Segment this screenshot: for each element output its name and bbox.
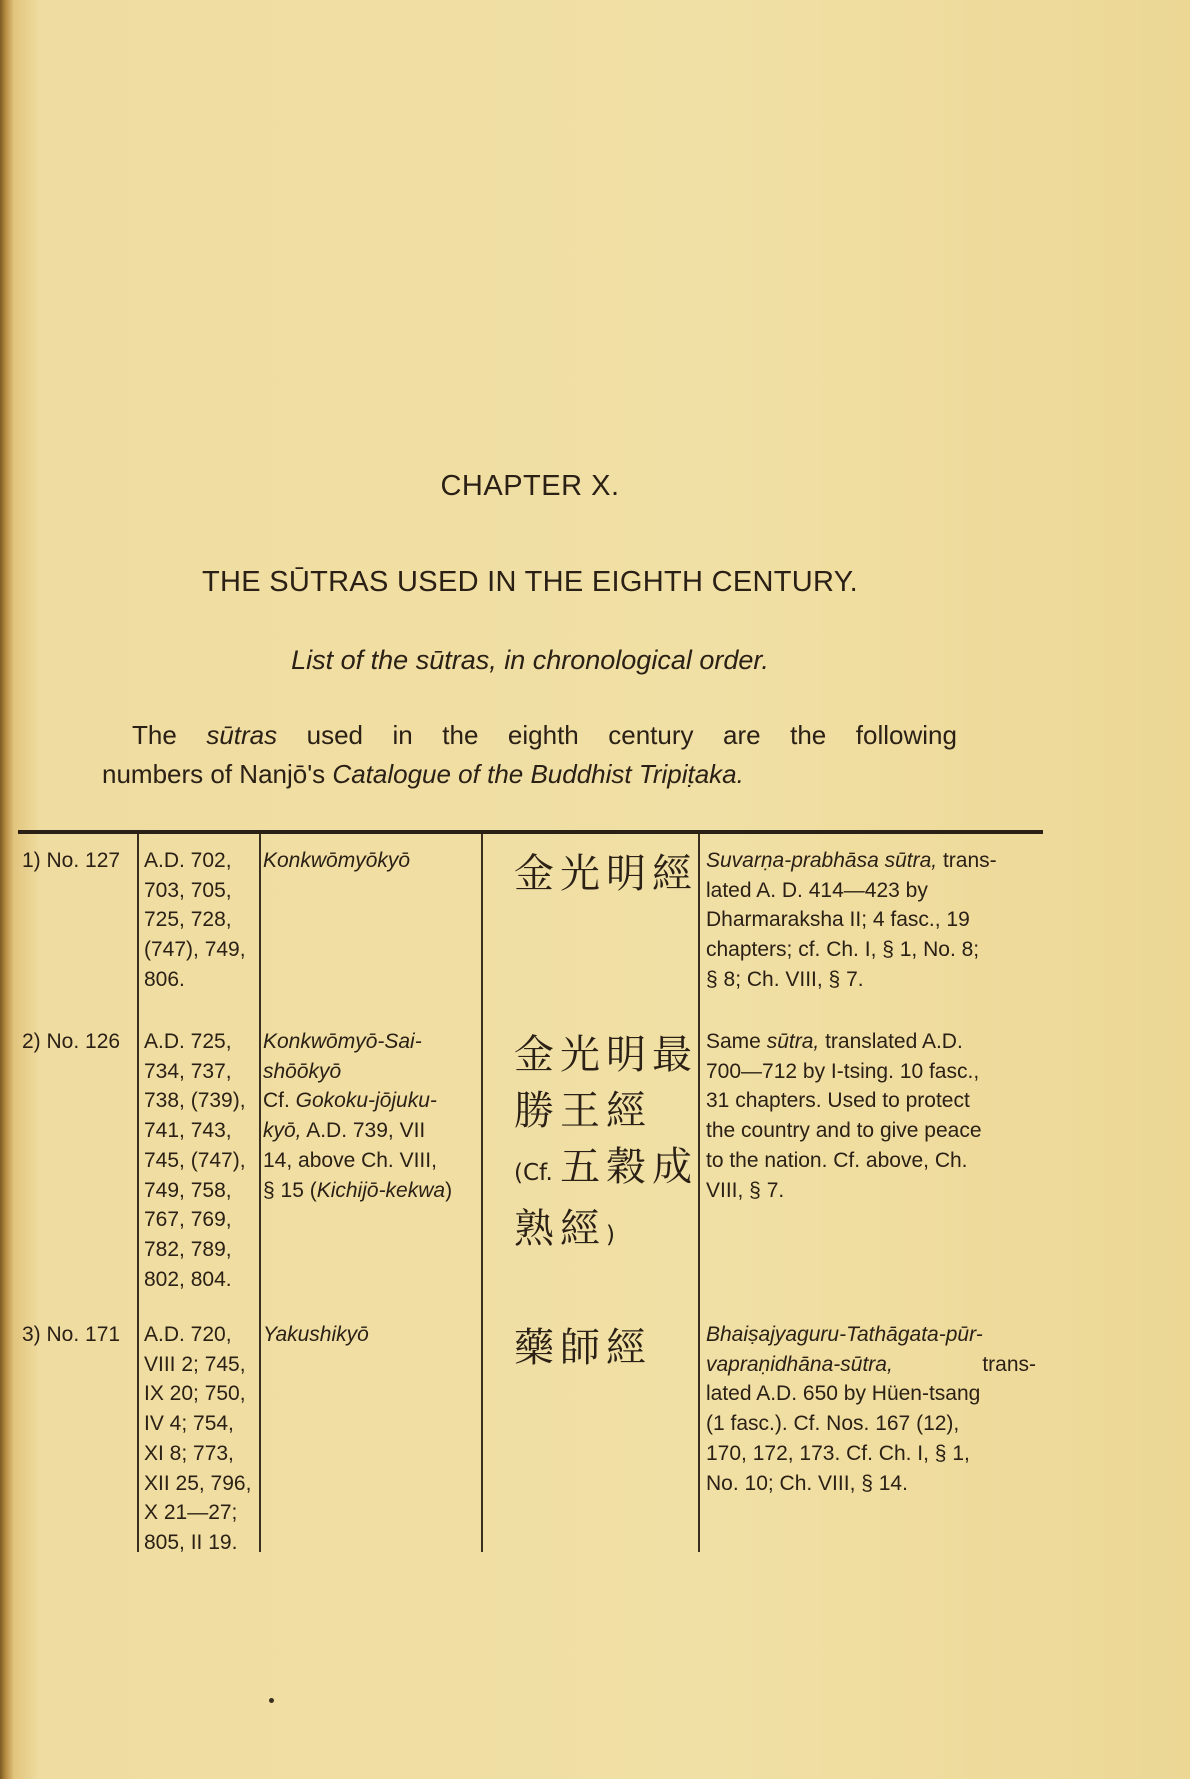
entry-description: [706, 1320, 1036, 1498]
chinese-title: [494, 1027, 714, 1263]
date-line: 703, 705,: [144, 878, 232, 902]
date-line: IX 20; 750,: [144, 1382, 246, 1406]
intro-word: in: [392, 720, 413, 750]
date-line: A.D. 702,: [144, 849, 232, 872]
intro-word: eighth: [507, 720, 579, 750]
date-line: (747), 749,: [144, 938, 246, 962]
page-speck: [269, 1698, 274, 1703]
entry-number: 2) No. 126: [22, 1030, 121, 1053]
title-text: Cf.: [263, 1089, 296, 1113]
date-line: 734, 737,: [144, 1059, 232, 1083]
desc-line: Dharmaraksha II; 4 fasc., 19: [706, 908, 970, 932]
intro-line-2: [102, 755, 957, 794]
desc-line: lated A.D. 650 by Hüen-tsang: [706, 1382, 981, 1406]
sutra-table: [18, 834, 1043, 1556]
date-line: 741, 743,: [144, 1119, 232, 1143]
column-divider: [137, 834, 139, 1552]
title-text: Gokoku-jōjuku-: [295, 1089, 437, 1113]
desc-line: to the nation. Cf. above, Ch.: [706, 1148, 968, 1172]
intro-line-1: [102, 716, 957, 755]
sanskrit-title: Suvarṇa-prabhāsa sūtra,: [706, 849, 938, 872]
title-text: ): [445, 1178, 453, 1202]
desc-line: Bhaiṣajyaguru-Tathāgata-pūr-: [706, 1323, 983, 1346]
date-line: XII 25, 796,: [144, 1471, 252, 1495]
date-line: X 21—27;: [144, 1501, 238, 1525]
char-text: 熟經: [514, 1206, 606, 1252]
intro-word: the: [442, 720, 479, 750]
desc-line: 170, 172, 173. Cf. Ch. I, § 1,: [706, 1441, 970, 1465]
title-text: § 15 (: [263, 1178, 317, 1202]
desc-line: VIII, § 7.: [706, 1178, 785, 1202]
date-line: IV 4; 754,: [144, 1412, 234, 1436]
chapter-number: CHAPTER X.: [440, 470, 620, 502]
desc-text: translated A.D.: [819, 1030, 963, 1053]
title-text: A.D. 739, VII: [301, 1119, 426, 1143]
japanese-title: Konkwōmyōkyō: [263, 849, 411, 872]
date-line: 767, 769,: [144, 1208, 232, 1232]
date-line: 738, (739),: [144, 1089, 246, 1113]
char-text: 五穀成: [560, 1144, 699, 1190]
title-text: Kichijō-kekwa: [316, 1178, 446, 1202]
desc-text: trans-: [937, 849, 997, 872]
char-text: (Cf.: [514, 1160, 561, 1186]
desc-text: trans-: [982, 1352, 1036, 1376]
desc-line: (1 fasc.). Cf. Nos. 167 (12),: [706, 1412, 960, 1436]
chapter-heading: THE SŪTRAS USED IN THE EIGHTH CENTURY.: [202, 566, 858, 598]
intro-word: century: [608, 720, 694, 750]
title-line: Konkwōmyō-Sai-: [263, 1030, 422, 1053]
desc-text: Same: [706, 1030, 767, 1053]
intro-word: are: [723, 720, 761, 750]
chinese-title: 金光明經: [514, 851, 698, 897]
intro-word: used: [306, 720, 364, 750]
entry-dates: [144, 1027, 276, 1294]
list-subtitle: List of the sūtras, in chronological order.: [291, 645, 769, 675]
date-line: XI 8; 773,: [144, 1441, 234, 1465]
intro-word: sūtras: [206, 720, 278, 750]
sanskrit-title: vapraṇidhāna-sūtra,: [706, 1352, 893, 1376]
entry-number: 3) No. 171: [22, 1323, 121, 1346]
char-line: 勝王經: [514, 1088, 652, 1134]
desc-line: 700—712 by I-tsing. 10 fasc.,: [706, 1059, 980, 1083]
entry-description: [706, 1027, 1036, 1205]
desc-text: sūtra,: [766, 1030, 820, 1053]
catalogue-title: Catalogue of the Buddhist Tripiṭaka.: [332, 759, 744, 789]
desc-line: § 8; Ch. VIII, § 7.: [706, 967, 864, 991]
date-line: 805, II 19.: [144, 1530, 238, 1554]
entry-number: 1) No. 127: [22, 849, 121, 872]
char-text: ): [606, 1222, 615, 1248]
japanese-title: Yakushikyō: [263, 1323, 369, 1346]
desc-line: the country and to give peace: [706, 1119, 982, 1143]
date-line: 749, 758,: [144, 1178, 232, 1202]
date-line: 725, 728,: [144, 908, 232, 932]
title-line: shōōkyō: [263, 1059, 342, 1083]
desc-line: 31 chapters. Used to protect: [706, 1089, 970, 1113]
intro-word: The: [132, 720, 177, 750]
desc-line: No. 10; Ch. VIII, § 14.: [706, 1471, 908, 1495]
date-line: 806.: [144, 967, 185, 991]
title-text: kyō,: [263, 1119, 302, 1143]
intro-word: the: [790, 720, 827, 750]
entry-description: [706, 846, 1036, 995]
chinese-title: 藥師經: [514, 1325, 652, 1371]
intro-paragraph: [102, 716, 957, 794]
title-line: 14, above Ch. VIII,: [263, 1148, 437, 1172]
desc-line: chapters; cf. Ch. I, § 1, No. 8;: [706, 938, 980, 962]
entry-dates: [144, 846, 276, 995]
desc-line: lated A. D. 414—423 by: [706, 878, 928, 902]
japanese-title: [263, 1027, 498, 1205]
date-line: 745, (747),: [144, 1148, 246, 1172]
intro-text: numbers of Nanjō's: [102, 759, 333, 789]
date-line: 782, 789,: [144, 1237, 232, 1261]
char-line: 金光明最: [514, 1032, 698, 1078]
date-line: A.D. 720,: [144, 1323, 232, 1346]
date-line: VIII 2; 745,: [144, 1352, 246, 1376]
date-line: A.D. 725,: [144, 1030, 232, 1053]
date-line: 802, 804.: [144, 1267, 232, 1291]
entry-dates: [144, 1320, 276, 1558]
intro-word: following: [855, 720, 957, 750]
